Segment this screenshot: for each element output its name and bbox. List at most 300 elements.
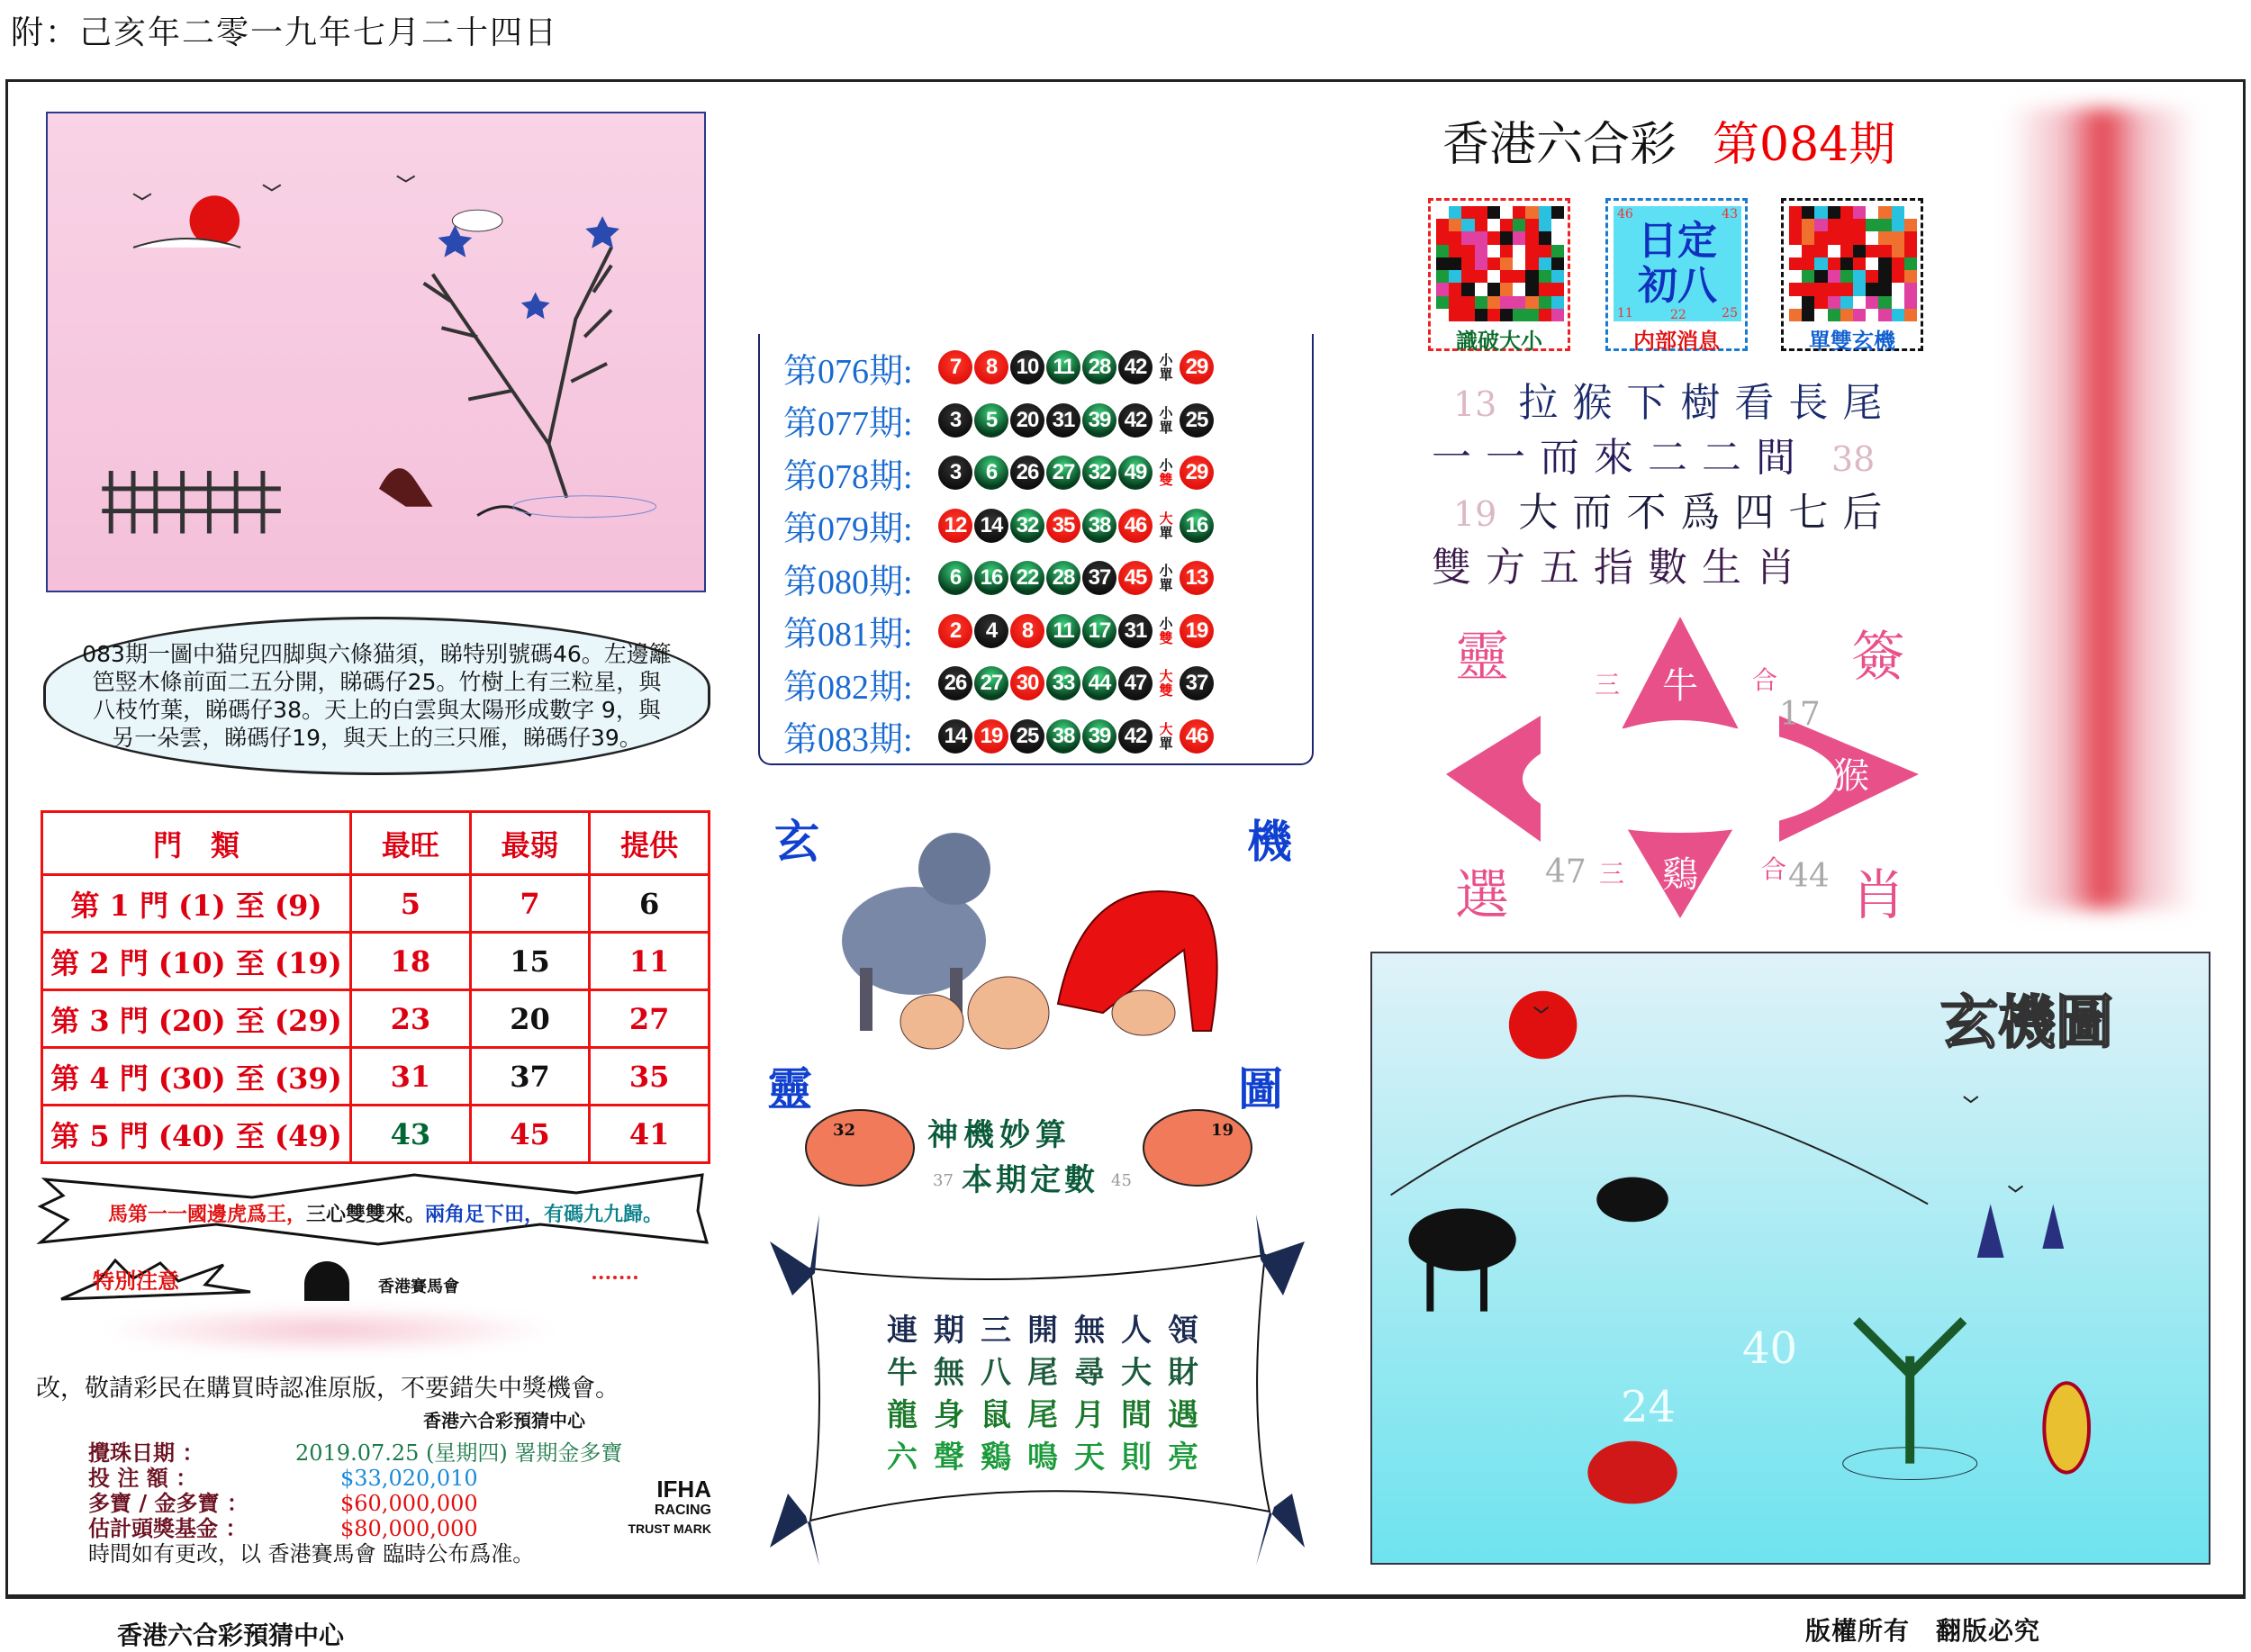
door-label: 第 4 門 (30) 至 (39) xyxy=(42,1048,351,1106)
mosaic-cell xyxy=(1892,206,1904,219)
mosaic-cell xyxy=(1475,231,1487,244)
blurred-vertical-banner xyxy=(2008,108,2197,909)
mosaic-cell xyxy=(1461,309,1474,321)
riddle-explanation-bubble xyxy=(43,617,710,775)
mosaic-cell xyxy=(1500,283,1513,295)
mosaic-cell xyxy=(1802,245,1814,257)
riddle-banner-text xyxy=(108,1199,663,1227)
mosaic-cell xyxy=(1853,219,1866,231)
mosaic-cell xyxy=(1878,309,1891,321)
notice-signature: 香港六合彩預猜中心 xyxy=(423,1410,585,1431)
mosaic-cell xyxy=(1878,219,1891,231)
mosaic-cell xyxy=(1487,245,1500,257)
hint-number: 38 xyxy=(1831,439,1876,479)
mosaic-cell xyxy=(1840,270,1853,283)
size-label: 小 xyxy=(1159,404,1173,421)
compass-corner: 簽 xyxy=(1851,626,1905,689)
mosaic-cell xyxy=(1904,245,1917,257)
mosaic-cell xyxy=(1525,206,1538,219)
number-ball: 28 xyxy=(1046,561,1080,595)
logo-row xyxy=(43,1256,710,1301)
notice-badge: 特別注意 xyxy=(93,1268,179,1294)
mosaic-cell xyxy=(1487,309,1500,321)
mosaic-cell xyxy=(1525,296,1538,309)
size-label: 大 xyxy=(1159,668,1173,685)
mosaic-cell xyxy=(1551,219,1564,231)
mosaic-cell xyxy=(1853,283,1866,295)
mosaic-cell xyxy=(1500,245,1513,257)
riddle-part: 兩角足下田， xyxy=(425,1204,545,1226)
number-ball: 38 xyxy=(1082,509,1116,543)
box-label: 内部消息 xyxy=(1633,329,1720,354)
mosaic-cell xyxy=(1525,283,1538,295)
corner-char: 機 xyxy=(1247,815,1292,868)
mosaic-cell xyxy=(1904,283,1917,295)
number-ball: 26 xyxy=(1010,456,1044,490)
draw-row xyxy=(783,710,1312,763)
mosaic-cell xyxy=(1840,296,1853,309)
draw-period: 第082期: xyxy=(783,668,913,707)
give-value: 35 xyxy=(590,1048,710,1106)
mosaic-cell xyxy=(1802,270,1814,283)
info-label: 投 注 額 ： xyxy=(88,1465,198,1491)
parity-label: 雙 xyxy=(1159,472,1173,489)
mosaic-cell xyxy=(1539,283,1551,295)
tree-icon xyxy=(1977,1204,2064,1258)
mosaic-cell xyxy=(1551,257,1564,270)
mosaic-cell xyxy=(1500,231,1513,244)
cold-value: 37 xyxy=(470,1048,590,1106)
mosaic-cell xyxy=(1539,206,1551,219)
mosaic-cell xyxy=(1892,219,1904,231)
number-ball: 14 xyxy=(974,509,1008,543)
mosaic-cell xyxy=(1487,206,1500,219)
mosaic-cell xyxy=(1853,296,1866,309)
special-ball: 25 xyxy=(1180,403,1214,438)
mosaic-cell xyxy=(1814,296,1827,309)
hot-value: 23 xyxy=(351,990,471,1048)
ifha-trust-mark-logo xyxy=(612,1476,711,1562)
mosaic-cell xyxy=(1814,270,1827,283)
mosaic-cell xyxy=(1449,283,1461,295)
mosaic-cell xyxy=(1500,219,1513,231)
col-header: 提供 xyxy=(590,812,710,875)
special-ball: 16 xyxy=(1180,509,1214,543)
hot-value: 43 xyxy=(351,1106,471,1163)
size-parity-label xyxy=(1156,617,1176,645)
number-ball: 38 xyxy=(1046,719,1080,754)
mosaic-cell xyxy=(1840,219,1853,231)
mosaic-cell xyxy=(1853,231,1866,244)
mosaic-cell xyxy=(1878,206,1891,219)
poem-line: 牛無八尾尋大財 xyxy=(887,1355,1215,1391)
hint-number: 11 xyxy=(1617,306,1633,320)
mosaic-cell xyxy=(1436,270,1449,283)
draw-period: 第079期: xyxy=(783,510,913,549)
pig-number: 19 xyxy=(1211,1121,1234,1140)
mosaic-cell xyxy=(1892,283,1904,295)
number-ball: 32 xyxy=(1082,456,1116,490)
number-ball: 42 xyxy=(1118,350,1153,384)
size-parity-label xyxy=(1156,406,1176,435)
table-row xyxy=(42,1106,710,1163)
mosaic-cell xyxy=(1461,219,1474,231)
mosaic-cell xyxy=(1449,231,1461,244)
faint-number: 37 xyxy=(933,1171,954,1190)
mosaic-grid xyxy=(1789,206,1917,321)
mosaic-cell xyxy=(1904,257,1917,270)
number-ball: 4 xyxy=(974,614,1008,648)
mosaic-cell xyxy=(1551,206,1564,219)
star-icon xyxy=(521,293,550,320)
mosaic-cell xyxy=(1513,245,1525,257)
number-ball: 8 xyxy=(1010,614,1044,648)
size-label: 小 xyxy=(1159,563,1173,580)
mosaic-cell xyxy=(1539,245,1551,257)
size-parity-label xyxy=(1156,722,1176,751)
mosaic-cell xyxy=(1828,270,1840,283)
number-ball: 25 xyxy=(1010,719,1044,754)
mosaic-cell xyxy=(1525,309,1538,321)
number-ball: 14 xyxy=(938,719,972,754)
mosaic-cell xyxy=(1436,283,1449,295)
size-parity-label xyxy=(1156,511,1176,540)
page-title xyxy=(1442,106,1895,174)
corner-char: 靈 xyxy=(767,1062,812,1115)
special-ball: 29 xyxy=(1180,350,1214,384)
mosaic-cell xyxy=(1513,270,1525,283)
mosaic-cell xyxy=(1461,206,1474,219)
mosaic-cell xyxy=(1828,219,1840,231)
mosaic-cell xyxy=(1789,219,1802,231)
table-row xyxy=(42,1048,710,1106)
number-ball: 33 xyxy=(1046,666,1080,700)
hint-number: 25 xyxy=(1722,306,1738,320)
mosaic-cell xyxy=(1513,257,1525,270)
hint-number: 22 xyxy=(1670,308,1686,322)
mosaic-cell xyxy=(1539,309,1551,321)
pig-left-icon xyxy=(797,1103,923,1202)
riddle-explanation-text: 083期一圖中猫兒四脚與六條猫須，睇特别號碼46。左邊籬笆竪木條前面二五分開，睇碼仔25。竹樹上有三粒星，與八枝竹葉，睇碼仔38。天上的白雲與太陽形成數字 9，與另一朵雲，睇碼仔19，與天上的三只雁，睇碼仔39。 xyxy=(82,641,672,751)
mosaic-cell xyxy=(1475,309,1487,321)
mosaic-cell xyxy=(1853,309,1866,321)
mosaic-cell xyxy=(1853,257,1866,270)
mosaic-cell xyxy=(1513,206,1525,219)
mosaic-cell xyxy=(1539,296,1551,309)
faint-number: 45 xyxy=(1111,1171,1132,1190)
mosaic-cell xyxy=(1840,283,1853,295)
compass-he: 合 xyxy=(1761,854,1787,884)
door-stats-table xyxy=(41,810,710,1164)
compass-right: 猴 xyxy=(1833,755,1869,797)
hint-poem xyxy=(1432,376,1896,595)
mosaic-cell xyxy=(1475,245,1487,257)
info-row xyxy=(88,1491,622,1516)
draw-info xyxy=(88,1440,622,1566)
lottery-name: 香港六合彩 xyxy=(1442,118,1677,172)
mosaic-cell xyxy=(1802,309,1814,321)
boar-icon xyxy=(1587,1441,1677,1504)
draw-period: 第076期: xyxy=(783,352,913,391)
mosaic-cell xyxy=(1878,231,1891,244)
draw-row xyxy=(783,552,1312,605)
mosaic-cell xyxy=(1904,206,1917,219)
info-row xyxy=(88,1516,622,1541)
parity-label: 單 xyxy=(1159,524,1173,541)
mosaic-cell xyxy=(1828,231,1840,244)
mosaic-cell xyxy=(1449,206,1461,219)
table-header-row xyxy=(42,812,710,875)
mosaic-cell xyxy=(1436,296,1449,309)
mosaic-cell xyxy=(1789,283,1802,295)
size-parity-label xyxy=(1156,353,1176,382)
give-value: 41 xyxy=(590,1106,710,1163)
give-value: 27 xyxy=(590,990,710,1048)
draw-row xyxy=(783,605,1312,658)
number-ball: 16 xyxy=(974,561,1008,595)
draw-period: 第078期: xyxy=(783,457,913,496)
draw-period: 第081期: xyxy=(783,616,913,654)
mosaic-cell xyxy=(1449,309,1461,321)
compass-corner: 選 xyxy=(1455,864,1509,927)
hot-value: 31 xyxy=(351,1048,471,1106)
ifha-text: IFHA xyxy=(656,1476,711,1503)
riddle-part: 有碼九九歸。 xyxy=(544,1204,664,1226)
poem-line: 連期三開無人領 xyxy=(887,1313,1215,1349)
compass-corner: 肖 xyxy=(1851,864,1905,927)
poem-text: 雙方五指數生肖 xyxy=(1432,545,1810,591)
mosaic-cell xyxy=(1840,206,1853,219)
mosaic-cell xyxy=(1449,257,1461,270)
pig-right-icon xyxy=(1135,1103,1261,1202)
mosaic-grid xyxy=(1436,206,1564,321)
special-ball: 46 xyxy=(1180,719,1214,754)
compass-number: 47 xyxy=(1545,853,1587,890)
mosaic-cell xyxy=(1892,257,1904,270)
motto-line: 本期定數 xyxy=(962,1162,1098,1198)
cloud-icon xyxy=(452,210,502,231)
number-ball: 5 xyxy=(974,403,1008,438)
draw-row xyxy=(783,500,1312,553)
hint-number: 43 xyxy=(1722,207,1738,221)
parity-label: 雙 xyxy=(1159,682,1173,700)
mosaic-cell xyxy=(1461,231,1474,244)
riddle-part: 三心雙雙來。 xyxy=(306,1204,426,1226)
number-ball: 28 xyxy=(1082,350,1116,384)
mosaic-cell xyxy=(1866,257,1878,270)
table-row xyxy=(42,875,710,933)
info-value: $60,000,000 xyxy=(340,1491,478,1516)
pig-number: 32 xyxy=(833,1121,856,1140)
riddle-part: 馬第一一國邊虎爲王， xyxy=(108,1204,307,1226)
mosaic-cell xyxy=(1802,219,1814,231)
mosaic-cell xyxy=(1802,283,1814,295)
box-label: 識破大小 xyxy=(1456,329,1542,354)
number-ball: 3 xyxy=(938,456,972,490)
number-ball: 19 xyxy=(974,719,1008,754)
mosaic-cell xyxy=(1878,296,1891,309)
size-label: 小 xyxy=(1159,457,1173,474)
hot-value: 5 xyxy=(351,875,471,933)
compass-top: 牛 xyxy=(1662,665,1698,707)
draw-period: 第080期: xyxy=(783,563,913,601)
mosaic-cell xyxy=(1904,231,1917,244)
number-ball: 27 xyxy=(1046,456,1080,490)
cold-value: 20 xyxy=(470,990,590,1048)
mosaic-cell xyxy=(1802,257,1814,270)
draw-row xyxy=(783,394,1312,447)
jockey-club-logo xyxy=(304,1261,349,1301)
size-parity-label xyxy=(1156,564,1176,592)
mosaic-cell xyxy=(1436,309,1449,321)
mosaic-cell xyxy=(1814,283,1827,295)
jockey-club-name: 香港賽馬會 xyxy=(378,1277,459,1296)
poem-line xyxy=(1432,431,1896,486)
mosaic-cell xyxy=(1878,245,1891,257)
mosaic-cell xyxy=(1461,283,1474,295)
poem-text: 大而不爲四七后 xyxy=(1518,490,1897,536)
mosaic-cell xyxy=(1449,219,1461,231)
special-ball: 29 xyxy=(1180,456,1214,490)
give-value: 6 xyxy=(590,875,710,933)
number-ball: 2 xyxy=(938,614,972,648)
mosaic-cell xyxy=(1513,309,1525,321)
mosaic-cell xyxy=(1853,206,1866,219)
mosaic-cell xyxy=(1449,270,1461,283)
col-header: 最弱 xyxy=(470,812,590,875)
deer-icon xyxy=(1409,1208,1516,1271)
mosaic-cell xyxy=(1853,270,1866,283)
col-header: 門 類 xyxy=(42,812,351,875)
fence-icon xyxy=(102,471,281,533)
mosaic-cell xyxy=(1866,283,1878,295)
mosaic-cell xyxy=(1892,309,1904,321)
mosaic-cell xyxy=(1866,296,1878,309)
size-parity-label xyxy=(1156,669,1176,698)
mosaic-cell xyxy=(1866,206,1878,219)
number-ball: 6 xyxy=(938,561,972,595)
mosaic-cell xyxy=(1500,257,1513,270)
hint-number: 19 xyxy=(1453,494,1497,534)
mosaic-cell xyxy=(1828,309,1840,321)
number-ball: 7 xyxy=(938,350,972,384)
size-label: 小 xyxy=(1159,615,1173,632)
corner-char: 圖 xyxy=(1238,1062,1283,1115)
info-value: $80,000,000 xyxy=(340,1516,478,1541)
mosaic-cell xyxy=(1892,296,1904,309)
mosaic-cell xyxy=(1436,257,1449,270)
parity-label: 單 xyxy=(1159,366,1173,384)
mosaic-cell xyxy=(1866,270,1878,283)
hint-number: 13 xyxy=(1453,384,1497,424)
mosaic-cell xyxy=(1828,283,1840,295)
mosaic-cell xyxy=(1866,309,1878,321)
door-label: 第 2 門 (10) 至 (19) xyxy=(42,933,351,990)
mosaic-cell xyxy=(1461,296,1474,309)
number-ball: 39 xyxy=(1082,719,1116,754)
mosaic-cell xyxy=(1789,270,1802,283)
mark-six-logo xyxy=(592,1276,637,1295)
mosaic-cell xyxy=(1878,257,1891,270)
mosaic-cell xyxy=(1866,231,1878,244)
mosaic-cell xyxy=(1513,231,1525,244)
poem-line: 六聲鷄鳴天則亮 xyxy=(887,1440,1215,1476)
number-ball: 32 xyxy=(1010,509,1044,543)
mosaic-cell xyxy=(1436,231,1449,244)
compass-number: 44 xyxy=(1788,858,1830,895)
mosaic-cell xyxy=(1789,231,1802,244)
mosaic-cell xyxy=(1904,296,1917,309)
mosaic-cell xyxy=(1814,309,1827,321)
mosaic-cell xyxy=(1789,257,1802,270)
mosaic-cell xyxy=(1828,206,1840,219)
mosaic-cell xyxy=(1525,257,1538,270)
info-row xyxy=(88,1466,622,1491)
info-label: 估計頭獎基金 ： xyxy=(88,1515,248,1541)
mosaic-cell xyxy=(1500,309,1513,321)
door-label: 第 3 門 (20) 至 (29) xyxy=(42,990,351,1048)
sun-icon xyxy=(1509,991,1578,1060)
mosaic-cell xyxy=(1828,296,1840,309)
number-ball: 10 xyxy=(1010,350,1044,384)
mosaic-cell xyxy=(1513,219,1525,231)
give-value: 11 xyxy=(590,933,710,990)
mosaic-cell xyxy=(1436,245,1449,257)
mosaic-cell xyxy=(1814,245,1827,257)
info-label: 多寶 / 金多寶 ： xyxy=(88,1490,249,1516)
col-header: 最旺 xyxy=(351,812,471,875)
mosaic-cell xyxy=(1436,219,1449,231)
blurred-region xyxy=(99,1305,558,1355)
inside-news-panel xyxy=(1614,206,1741,321)
mosaic-cell xyxy=(1449,296,1461,309)
info-footer: 時間如有更改，以 香港賽馬會 臨時公布爲准。 xyxy=(88,1541,535,1566)
number-ball: 11 xyxy=(1046,350,1080,384)
mosaic-cell xyxy=(1539,219,1551,231)
info-row xyxy=(88,1440,622,1466)
poem-line xyxy=(1432,541,1896,595)
mosaic-cell xyxy=(1814,206,1827,219)
ifha-text: TRUST MARK xyxy=(628,1521,711,1536)
number-ball: 47 xyxy=(1118,666,1153,700)
ostrich-icon xyxy=(1596,1178,1668,1223)
number-ball: 31 xyxy=(1046,403,1080,438)
mosaic-cell xyxy=(1487,283,1500,295)
number-ball: 20 xyxy=(1010,403,1044,438)
mosaic-cell xyxy=(1789,245,1802,257)
mosaic-cell xyxy=(1892,270,1904,283)
mosaic-cell xyxy=(1551,231,1564,244)
notice-text: 改，敬請彩民在購買時認准原版，不要錯失中獎機會。 xyxy=(36,1375,619,1403)
mosaic-cell xyxy=(1814,231,1827,244)
info-value: $33,020,010 xyxy=(340,1466,478,1491)
number-ball: 11 xyxy=(1046,614,1080,648)
faint-number: 24 xyxy=(1621,1382,1677,1432)
size-label: 小 xyxy=(1159,352,1173,369)
number-ball: 46 xyxy=(1118,509,1153,543)
box-size-hint xyxy=(1428,198,1570,354)
mosaic-cell xyxy=(1475,270,1487,283)
mosaic-cell xyxy=(1500,270,1513,283)
draw-period: 第077期: xyxy=(783,405,913,444)
date-header: 附：己亥年二零一九年七月二十四日 xyxy=(11,14,559,51)
number-ball: 17 xyxy=(1082,614,1116,648)
number-ball: 35 xyxy=(1046,509,1080,543)
size-parity-label xyxy=(1156,458,1176,487)
mosaic-cell xyxy=(1892,245,1904,257)
special-ball: 37 xyxy=(1180,666,1214,700)
poem-line xyxy=(1432,376,1896,431)
